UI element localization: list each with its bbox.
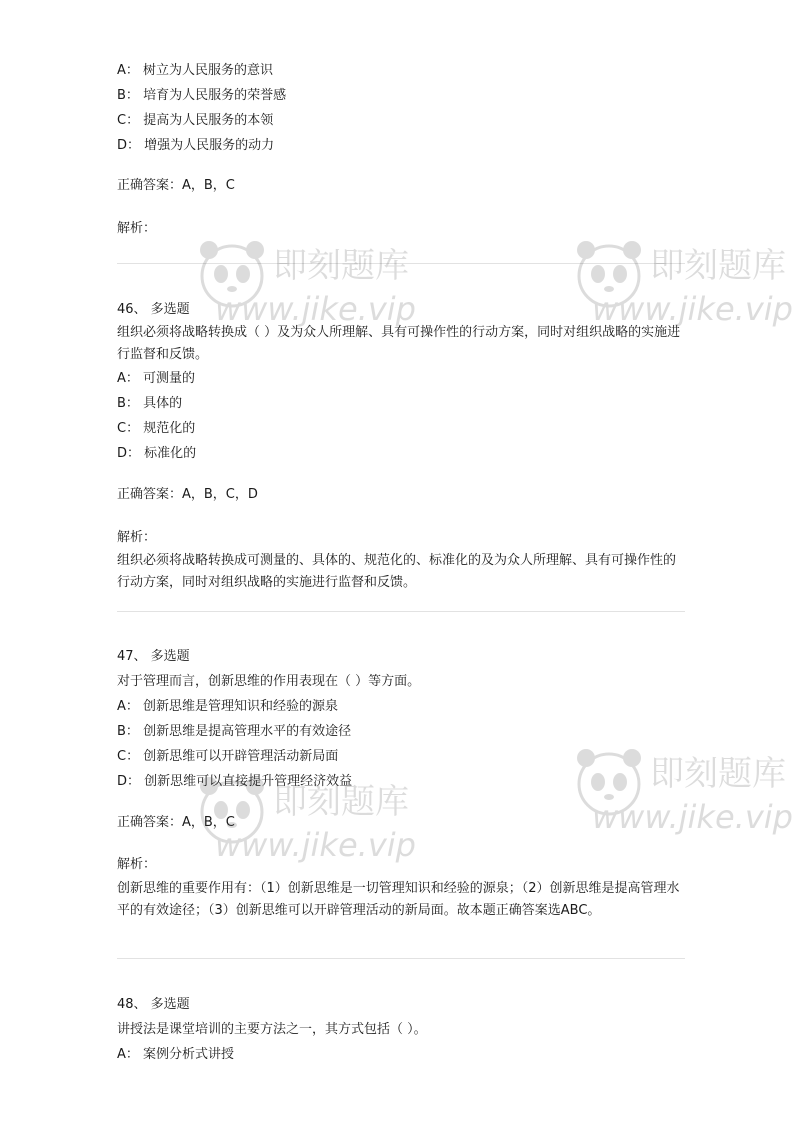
watermark-cn: 即刻题库: [273, 782, 409, 822]
watermark-url: www.jike.vip: [215, 826, 416, 864]
q45-analysis-label: 解析：: [117, 221, 157, 236]
q48-stem: 讲授法是课堂培训的主要方法之一，其方式包括（ ）。: [117, 1022, 427, 1037]
q46-analysis-label: 解析：: [117, 530, 157, 545]
q47-option-c: C： 创新思维可以开辟管理活动新局面: [117, 749, 339, 764]
panda-logo-icon: [195, 234, 269, 314]
q46-option-d: D： 标准化的: [117, 446, 197, 461]
q47-analysis-label: 解析：: [117, 857, 157, 872]
q46-header: 46、 多选题: [117, 302, 190, 317]
q46-option-a: A： 可测量的: [117, 371, 196, 386]
divider: [117, 611, 685, 612]
q47-option-b: B： 创新思维是提高管理水平的有效途径: [117, 724, 352, 739]
q47-option-d: D： 创新思维可以直接提升管理经济效益: [117, 774, 353, 789]
panda-logo-icon: [572, 742, 646, 822]
q47-header: 47、 多选题: [117, 649, 190, 664]
q47-analysis: 创新思维的重要作用有：（1）创新思维是一切管理知识和经验的源泉；（2）创新思维是提高管理水平的有效途径；（3）创新思维可以开辟管理活动的新局面。故本题正确答案选ABC。: [117, 881, 680, 918]
divider: [117, 263, 685, 264]
watermark-cn: 即刻题库: [650, 246, 786, 286]
q46-answer: 正确答案：A，B，C，D: [117, 487, 258, 502]
q45-option-d: D： 增强为人民服务的动力: [117, 138, 275, 153]
panda-logo-icon: [572, 234, 646, 314]
q45-option-b: B： 培育为人民服务的荣誉感: [117, 88, 287, 103]
q46-stem: 组织必须将战略转换成（ ）及为众人所理解、具有可操作性的行动方案，同时对组织战略的实施进行监督和反馈。: [117, 325, 681, 362]
q46-option-c: C： 规范化的: [117, 421, 196, 436]
watermark-url: www.jike.vip: [592, 290, 793, 328]
divider: [117, 958, 685, 959]
q46-analysis: 组织必须将战略转换成可测量的、具体的、规范化的、标准化的及为众人所理解、具有可操作性的行动方案，同时对组织战略的实施进行监督和反馈。: [117, 553, 677, 590]
q48-header: 48、 多选题: [117, 997, 190, 1012]
q47-option-a: A： 创新思维是管理知识和经验的源泉: [117, 699, 339, 714]
watermark: [572, 740, 800, 860]
watermark-cn: 即刻题库: [273, 246, 409, 286]
q47-stem: 对于管理而言，创新思维的作用表现在（ ）等方面。: [117, 674, 421, 689]
q45-option-c: C： 提高为人民服务的本领: [117, 113, 274, 128]
watermark-url: www.jike.vip: [592, 798, 793, 836]
watermark-url: www.jike.vip: [215, 290, 416, 328]
q45-answer: 正确答案：A，B，C: [117, 178, 235, 193]
q46-option-b: B： 具体的: [117, 396, 183, 411]
q47-answer: 正确答案：A，B，C: [117, 815, 235, 830]
q48-option-a: A： 案例分析式讲授: [117, 1047, 235, 1062]
q45-option-a: A： 树立为人民服务的意识: [117, 63, 274, 78]
watermark-cn: 即刻题库: [650, 754, 786, 794]
